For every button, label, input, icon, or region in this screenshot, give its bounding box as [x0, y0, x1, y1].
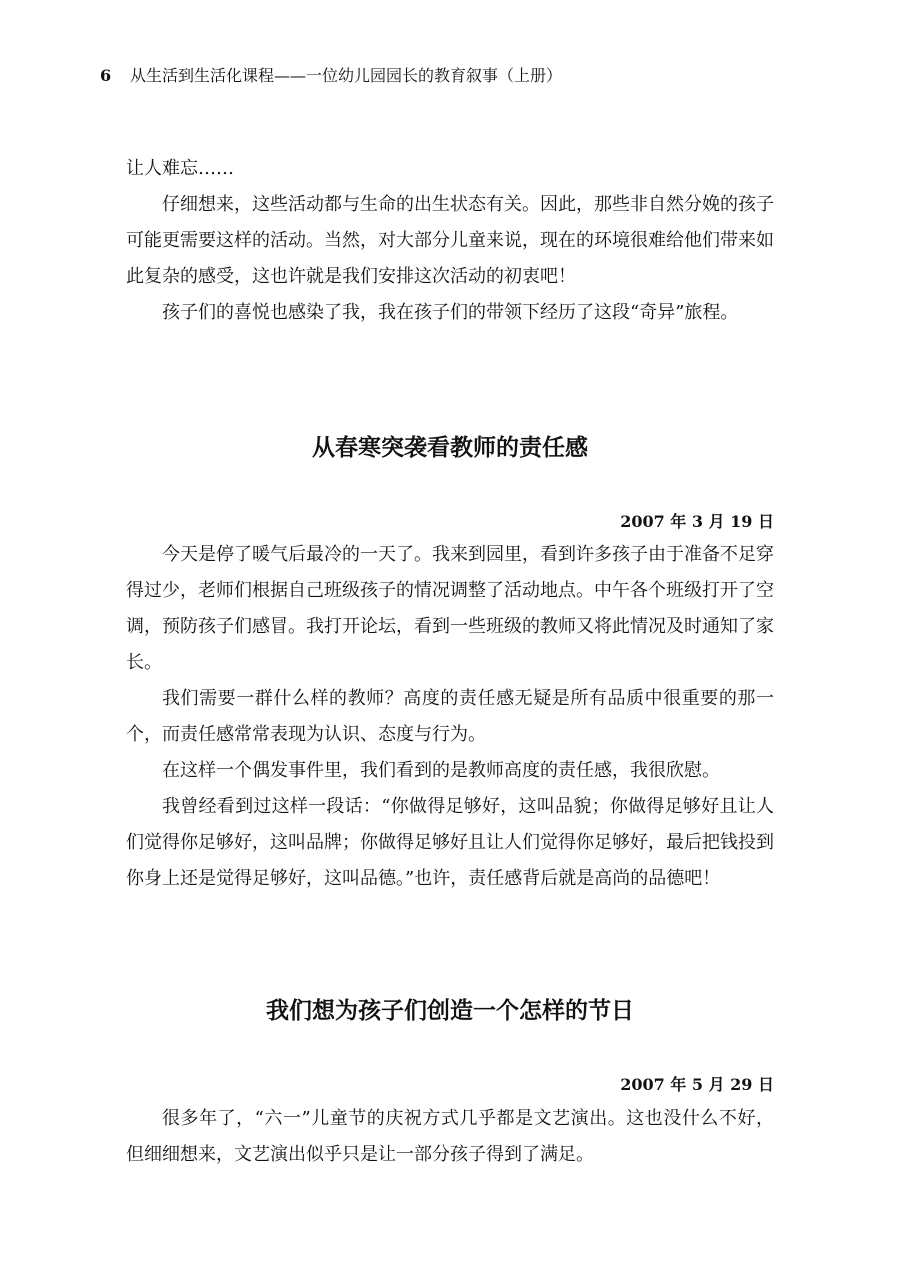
paragraph: 我们需要一群什么样的教师？高度的责任感无疑是所有品质中很重要的那一个，而责任感常常表现为认识、态度与行为。 [126, 688, 774, 745]
paragraph: 孩子们的喜悦也感染了我，我在孩子们的带领下经历了这段“奇异”旅程。 [162, 302, 739, 323]
section-body [126, 537, 774, 897]
section-title: 从春寒突袭看教师的责任感 [312, 434, 588, 461]
continued-text-block [126, 151, 774, 331]
paragraph: 让人难忘…… [126, 158, 234, 179]
section-body [126, 1101, 774, 1173]
paragraph: 很多年了，“六一”儿童节的庆祝方式几乎都是文艺演出。这也没什么不好，但细细想来，文艺演出似乎只是让一部分孩子得到了满足。 [126, 1108, 774, 1165]
page-number: 6 [100, 66, 112, 85]
book-title: 从生活到生活化课程——一位幼儿园园长的教育叙事（上册） [130, 66, 563, 85]
paragraph: 今天是停了暖气后最冷的一天了。我来到园里，看到许多孩子由于准备不足穿得过少，老师们根据自己班级孩子的情况调整了活动地点。中午各个班级打开了空调，预防孩子们感冒。我打开论坛，看到一些班级的教师又将此情况及时通知了家长。 [126, 544, 774, 673]
section-title: 我们想为孩子们创造一个怎样的节日 [266, 997, 634, 1024]
running-header [100, 66, 562, 86]
paragraph: 仔细想来，这些活动都与生命的出生状态有关。因此，那些非自然分娩的孩子可能更需要这样的活动。当然，对大部分儿童来说，现在的环境很难给他们带来如此复杂的感受，这也许就是我们安排这次活动的初衷吧！ [126, 194, 774, 287]
paragraph: 我曾经看到过这样一段话：“你做得足够好，这叫品貌；你做得足够好且让人们觉得你足够好，这叫品牌；你做得足够好且让人们觉得你足够好，最后把钱投到你身上还是觉得足够好，这叫品德。”也许，责任感背后就是高尚的品德吧！ [126, 796, 774, 889]
paragraph: 在这样一个偶发事件里，我们看到的是教师高度的责任感，我很欣慰。 [162, 760, 720, 781]
entry-date: 2007 年 5 月 29 日 [620, 1075, 774, 1094]
entry-date: 2007 年 3 月 19 日 [620, 512, 774, 531]
